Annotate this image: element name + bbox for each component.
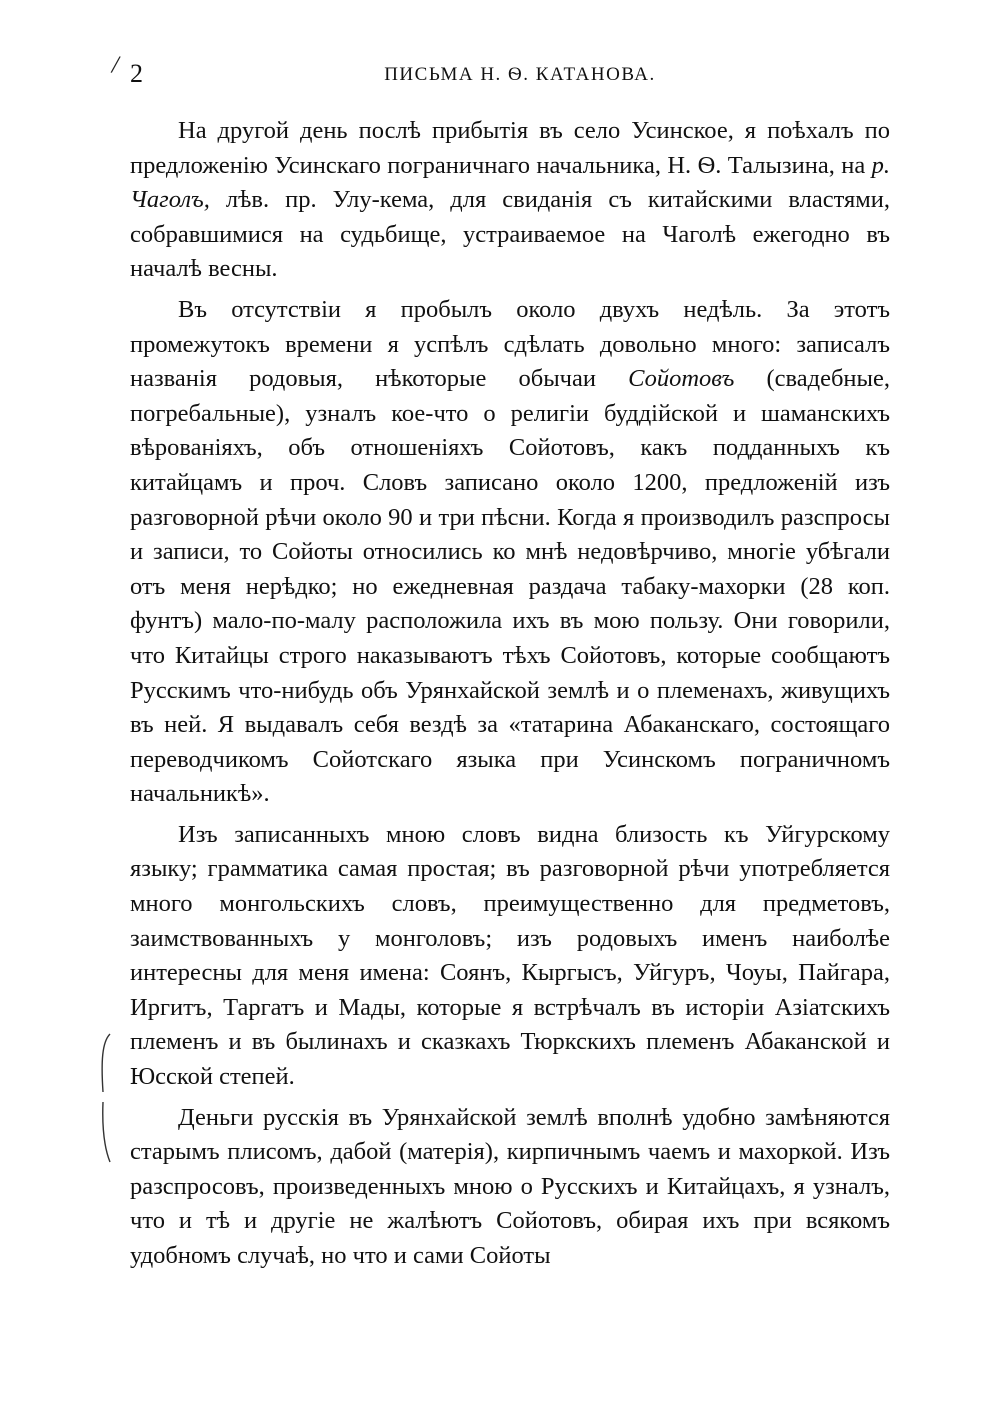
italic-term: р. Чаголъ, — [130, 151, 890, 214]
page-number: 2 — [130, 59, 143, 88]
page-header — [130, 58, 890, 90]
margin-bracket-mark — [98, 1032, 112, 1164]
margin-pencil-mark: / — [109, 49, 122, 80]
paragraph: Изъ записанныхъ мною словъ видна близость къ Уйгурскому языку; грамматика самая простая; въ разговорной рѣчи употребляется много монгольскихъ словъ, преимущественно для предметовъ, заимствованныхъ у монголовъ; изъ родовыхъ именъ наиболѣе интересны для меня имена: Соянъ, Кыргысъ, Уйгуръ, Чоуы, Пайгара, Иргитъ, Таргатъ и Мады, которые я встрѣчалъ въ исторіи Азіатскихъ племенъ и въ былинахъ и сказкахъ Тюркскихъ племенъ Абаканской и Юсской степей. — [130, 820, 890, 1091]
paragraph: На другой день послѣ прибытія въ село Усинское, я поѣхалъ по предложенію Усинскаго пограничнаго начальника, Н. Ѳ. Талызина, на р. Чаголъ, лѣв. пр. Улу-кема, для свиданія съ китайскими властями, собравшимися на судьбище, устраиваемое на Чаголѣ ежегодно въ началѣ весны. — [130, 117, 890, 283]
paragraph: Въ отсутствіи я пробылъ около двухъ недѣль. За этотъ промежутокъ времени я успѣлъ сдѣлать довольно много: записалъ названія родовыя, нѣкоторые обычаи Сойотовъ (свадебные, погребальные), узналъ кое-что о религіи буддійской и шаманскихъ вѣрованіяхъ, объ отношеніяхъ Сойотовъ, какъ подданныхъ къ китайцамъ и проч. Словъ записано около 1200, предложеній изъ разговорной рѣчи около 90 и три пѣсни. Когда я производилъ разспросы и записи, то Сойоты относились ко мнѣ недовѣрчиво, многіе убѣгали отъ меня нерѣдко; но ежедневная раздача табаку-махорки (28 коп. фунтъ) мало-по-малу расположила ихъ въ мою пользу. Они говорили, что Китайцы строго наказываютъ тѣхъ Сойотовъ, которые сообщаютъ Русскимъ что-нибудь объ Урянхайской землѣ и о племенахъ, живущихъ въ ней. Я выдавалъ себя вездѣ за «татарина Абаканскаго, состоящаго переводчикомъ Сойотскаго языка при Усинскомъ пограничномъ начальникѣ». — [130, 295, 890, 808]
paragraph: Деньги русскія въ Урянхайской землѣ вполнѣ удобно замѣняются старымъ плисомъ, дабой (матерія), кирпичнымъ чаемъ и махоркой. Изъ разспросовъ, произведенныхъ мною о Русскихъ и Китайцахъ, я узналъ, что и тѣ и другіе не жалѣютъ Сойотовъ, обирая ихъ при всякомъ удобномъ случаѣ, но что и сами Сойоты — [130, 1103, 890, 1269]
running-head: ПИСЬМА Н. Ѳ. КАТАНОВА. — [384, 64, 656, 85]
body-text — [130, 114, 890, 1280]
italic-term: Сойотовъ — [628, 365, 735, 393]
